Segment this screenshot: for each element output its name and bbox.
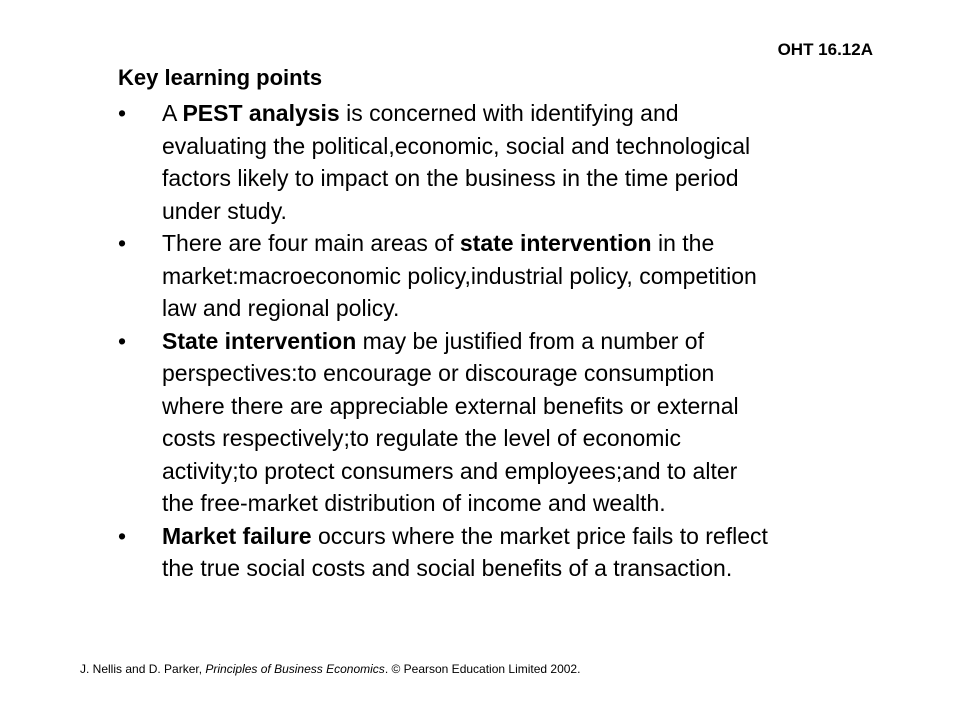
bullet-line xyxy=(162,325,878,358)
bullet-line xyxy=(162,520,878,553)
bullet-marker-icon: • xyxy=(118,230,127,256)
citation xyxy=(80,661,580,677)
bullet-line xyxy=(162,357,878,390)
bullet-text: is concerned with identifying and xyxy=(339,100,679,126)
page-title: Key learning points xyxy=(118,65,323,90)
bullet-text: perspectives:to encourage or discourage consumption xyxy=(162,360,715,386)
bullet-list xyxy=(118,97,878,585)
bullet-line xyxy=(162,130,878,163)
bullet-text: law and regional policy. xyxy=(162,295,400,321)
bullet-key-term: PEST analysis xyxy=(182,100,340,126)
bullet-item xyxy=(118,520,878,585)
bullet-text: A xyxy=(162,100,183,126)
bullet-text: may be justified from a number of xyxy=(356,327,704,354)
bullet-line xyxy=(162,97,878,130)
bullet-text: occurs where the market price fails to reflect xyxy=(311,522,768,549)
bullet-item xyxy=(118,97,878,227)
bullet-text: the free-market distribution of income and wealth. xyxy=(162,490,666,516)
citation-rest: . © Pearson Education Limited 2002. xyxy=(384,662,581,676)
bullet-text: in the xyxy=(651,230,715,256)
bullet-line xyxy=(162,292,878,325)
bullet-text: evaluating the political,economic, social and technological xyxy=(162,132,751,159)
bullet-text: factors likely to impact on the business in the time period xyxy=(162,165,739,191)
bullet-text: market:macroeconomic policy,industrial policy, competition xyxy=(162,262,757,289)
bullet-line xyxy=(162,487,878,520)
slide-id: OHT 16.12A xyxy=(777,40,873,59)
bullet-key-term: Market failure xyxy=(162,522,312,549)
bullet-item xyxy=(118,325,878,520)
citation-title: Principles of Business Economics xyxy=(205,662,385,676)
bullet-key-term: State intervention xyxy=(162,327,357,354)
bullet-line xyxy=(162,422,878,455)
bullet-line xyxy=(162,227,878,260)
bullet-key-term: state intervention xyxy=(459,230,652,256)
bullet-line xyxy=(162,260,878,293)
bullet-line xyxy=(162,390,878,423)
bullet-text: costs respectively;to regulate the level of economic xyxy=(162,425,682,451)
bullet-text: There are four main areas of xyxy=(162,230,460,256)
bullet-marker-icon: • xyxy=(118,327,127,354)
bullet-line xyxy=(162,552,878,585)
bullet-text: the true social costs and social benefits of a transaction. xyxy=(162,555,733,581)
citation-authors: J. Nellis and D. Parker, xyxy=(80,662,206,676)
bullet-marker-icon: • xyxy=(118,100,127,126)
bullet-text: under study. xyxy=(162,197,287,224)
bullet-marker-icon: • xyxy=(118,522,127,549)
bullet-line xyxy=(162,195,878,228)
bullet-line xyxy=(162,162,878,195)
bullet-item xyxy=(118,227,878,325)
bullet-text: where there are appreciable external benefits or external xyxy=(162,392,739,419)
bullet-text: activity;to protect consumers and employees;and to alter xyxy=(162,457,738,484)
bullet-line xyxy=(162,455,878,488)
